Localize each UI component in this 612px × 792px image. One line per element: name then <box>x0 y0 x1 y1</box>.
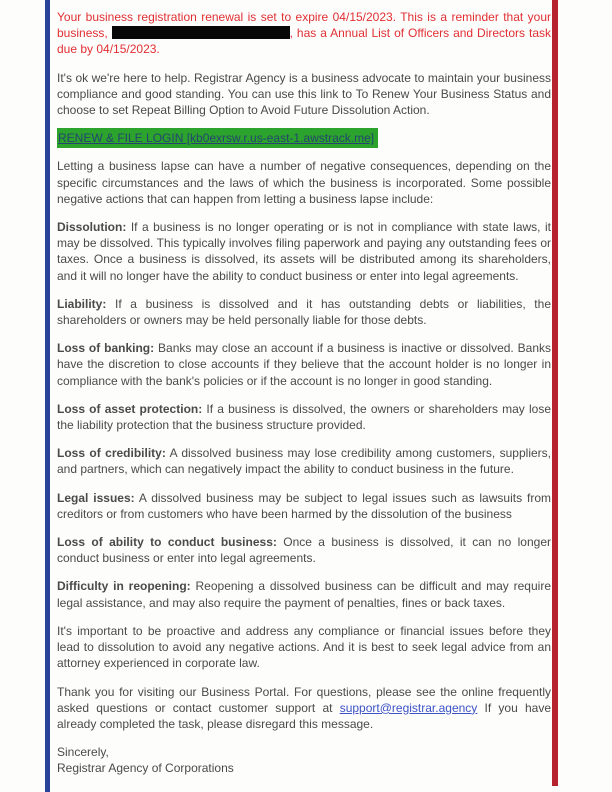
consequence-paragraph-loss-of-asset-protection <box>57 401 551 433</box>
consequence-paragraph-liability <box>57 296 551 328</box>
consequence-paragraph-loss-of-banking <box>57 340 551 389</box>
renew-file-login-link[interactable]: RENEW & FILE LOGIN [kb0exrsw.r.us-east-1.awstrack.me] <box>57 128 378 148</box>
notice-text-after: , has a Annual List of Officers and Directors task due by 04/15/2023. <box>57 26 552 57</box>
consequence-paragraph-dissolution <box>57 219 551 284</box>
consequence-text: A dissolved business may be subject to legal issues such as lawsuits from creditors or from customers who have been harmed by the dissolution of the business <box>57 490 552 521</box>
left-quote-bar <box>45 0 50 792</box>
consequence-paragraph-legal-issues <box>57 490 551 522</box>
consequence-paragraph-loss-of-credibility <box>57 445 551 477</box>
thanks-text-before: Thank you for visiting our Business Portal. For questions, please see the online frequently asked questions or contact customer support at <box>57 684 551 715</box>
consequence-label: Difficulty in reopening: <box>57 579 191 594</box>
consequence-text: Banks may close an account if a business is inactive or dissolved. Banks have the discretion to close accounts if they believe that the account holder is no longer in compliance with the bank's policies or if the account is no longer in good standing. <box>57 341 552 388</box>
right-quote-bar <box>552 0 558 786</box>
consequence-paragraph-difficulty-reopening <box>57 578 551 610</box>
lapse-intro-paragraph: Letting a business lapse can have a number of negative consequences, depending on the specific circumstances and the laws of which the business is incorporated. Some possible negative actions that can happen from letting a business lapse include: <box>57 159 551 206</box>
advice-paragraph: It's important to be proactive and address any compliance or financial issues before they lead to dissolution to avoid any negative actions. And it is best to seek legal advice from an attorney experienced in corporate law. <box>57 623 551 671</box>
thanks-text-after: If you have already completed the task, please disregard this message. <box>57 700 552 731</box>
expiration-notice <box>57 9 551 58</box>
consequence-text: If a business is no longer operating or is not in compliance with state laws, it may be dissolved. This typically involves filing paperwork and paying any outstanding fees or taxes. Once a business is dissolved, its assets will be distributed among its shareholders, and it will no longer have the ability to conduct business or enter into legal agreements. <box>57 220 551 283</box>
consequence-label: Loss of credibility: <box>57 446 166 461</box>
consequence-label: Legal issues: <box>57 490 135 505</box>
consequence-text: Reopening a dissolved business can be difficult and may require legal assistance, and may also require the payment of penalties, fines or back taxes. <box>57 579 551 610</box>
consequence-text: If a business is dissolved, the owners or shareholders may lose the liability protection that the business structure provided. <box>57 401 551 433</box>
consequence-label: Loss of asset protection: <box>57 401 203 416</box>
renew-link-line <box>57 130 551 146</box>
intro-paragraph: It's ok we're here to help. Registrar Agency is a business advocate to maintain your business compliance and good standing. You can use this link to To Renew Your Business Status and choose to set Repeat Billing Option to Avoid Future Dissolution Action. <box>57 70 551 118</box>
redacted-business-name <box>112 26 290 39</box>
consequence-label: Loss of banking: <box>57 341 155 356</box>
thank-you-paragraph <box>57 684 551 733</box>
consequence-text: If a business is dissolved and it has outstanding debts or liabilities, the shareholders or owners may be held personally liable for those debts. <box>57 296 551 328</box>
consequence-text: A dissolved business may lose credibility among customers, suppliers, and partners, which can negatively impact the ability to conduct business in the future. <box>57 446 551 477</box>
consequence-label: Loss of ability to conduct business: <box>57 535 277 550</box>
support-email-link[interactable]: support@registrar.agency <box>339 700 478 715</box>
sincerely-text: Sincerely, <box>57 745 109 760</box>
consequence-text: Once a business is dissolved, it can no longer conduct business or enter into legal agreements. <box>57 535 551 566</box>
consequence-label: Dissolution: <box>57 220 127 235</box>
signature-block <box>57 744 551 776</box>
signature-name: Registrar Agency of Corporations <box>57 761 234 776</box>
notice-text-before: Your business registration renewal is set to expire 04/15/2023. This is a reminder that your business, <box>57 10 551 41</box>
consequence-label: Liability: <box>57 296 107 311</box>
email-body <box>57 9 551 789</box>
consequence-paragraph-loss-of-ability <box>57 534 551 566</box>
